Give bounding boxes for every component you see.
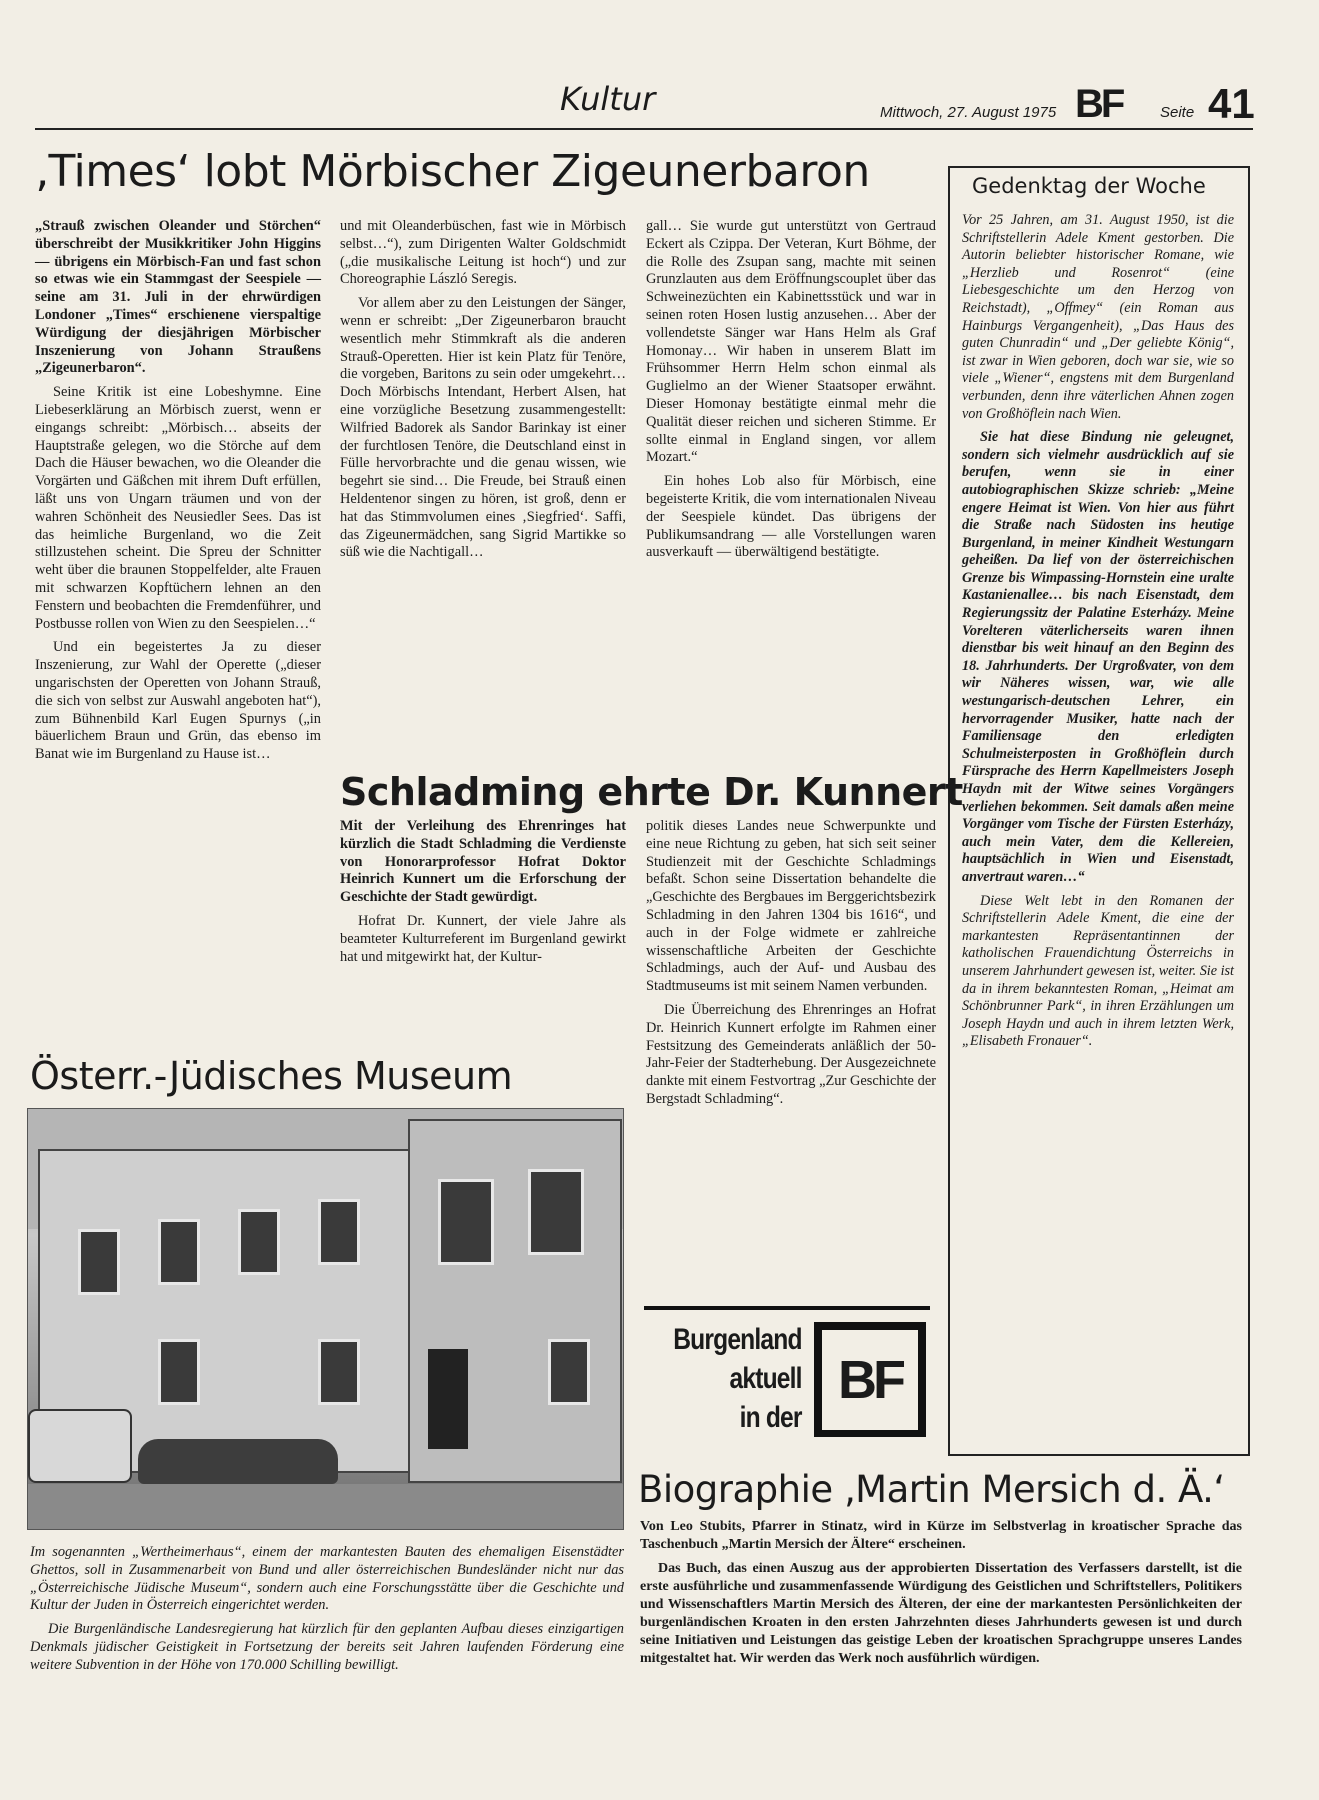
ad-logo-inner bbox=[822, 1330, 918, 1430]
memorial-day-title: Gedenktag der Woche bbox=[972, 174, 1206, 198]
doorway bbox=[428, 1349, 468, 1449]
paragraph: Im sogenannten „Wertheimerhaus“, einem der markantesten Bauten des ehemaligen Eisenstädter Ghettos, soll in Zusammenarbeit von Bund und aller österreichischen Bundesländer nicht nur das „Österreichische Jüdische Museum“, sondern auch eine Forschungsstätte über die Geschichte und Kultur der Juden in Österreich eingerichtet werden. bbox=[30, 1544, 624, 1614]
page-number: 41 bbox=[1208, 80, 1255, 127]
burgenland-aktuell-ad bbox=[644, 1318, 934, 1448]
article-times-column-3 bbox=[646, 218, 936, 562]
header-rule bbox=[35, 128, 1253, 130]
paragraph: Diese Welt lebt in den Romanen der Schriftstellerin Adele Kment, die eine der markantesten Repräsentantinnen der katholischen Frauendichtung Österreichs in unserem Jahrhundert gewesen ist, weiter. Sie ist da in ihrem bekanntesten Roman, „Heimat am Schönbrunner Park“, in ihren Erzählungen um Joseph Haydn und auch in ihrem letzten Werk, „Elisabeth Fronauer“. bbox=[962, 892, 1234, 1050]
ad-top-rule bbox=[644, 1306, 930, 1310]
ad-line: in der bbox=[739, 1401, 802, 1434]
window bbox=[238, 1209, 280, 1275]
article-schladming-lead: Mit der Verleihung des Ehrenringes hat kürzlich die Stadt Schladming die Verdienste von Honorarprofessor Hofrat Doktor Heinrich Kunnert um die Erforschung der Geschichte der Stadt gewürdigt. bbox=[340, 818, 626, 906]
article-biography-body bbox=[640, 1518, 1242, 1668]
parked-van bbox=[28, 1409, 132, 1483]
window bbox=[158, 1219, 200, 1285]
window bbox=[438, 1179, 494, 1265]
article-museum-headline: Österr.-Jüdisches Museum bbox=[30, 1054, 513, 1098]
paragraph: gall… Sie wurde gut unterstützt von Gertraud Eckert als Czippa. Der Veteran, Kurt Böhme, der die Rolle des Zsupan sang, machte mit seinen Grunzlauten aus dem Eröffnungscouplet über das Schweinezüchten ein Kabinettsstück und war in seinen roten Hosen lustig anzusehen… Aber der vollendetste Sänger war Hans Helm als Graf Homonay… Wir haben in unserem Blatt im Frühsommer Herrn Helm schon einmal als Guglielmo an der Wiener Staatsoper erwähnt. Dieser Homonay bestätigte einmal mehr die Qualität dieser reichen und sicheren Stimme. Er sollte einmal in England singen, vor allem Mozart.“ bbox=[646, 218, 936, 466]
window bbox=[78, 1229, 120, 1295]
paragraph: Die Überreichung des Ehrenringes an Hofrat Dr. Heinrich Kunnert erfolgte im Rahmen einer Festsitzung des Gemeinderats anläßlich der 50-Jahr-Feier der Stadterhebung. Der Ausgezeichnete dankte mit einem Festvortrag „Zur Geschichte der Bergstadt Schladming“. bbox=[646, 1001, 936, 1107]
paragraph: und mit Oleanderbüschen, fast wie in Mörbisch selbst…“), zum Dirigenten Walter Goldschmidt („die musikalische Leitung ist hoch“) und zur Choreographie László Seregis. bbox=[340, 218, 626, 288]
ad-line: aktuell bbox=[729, 1362, 802, 1395]
newspaper-logo: BF bbox=[1075, 82, 1123, 126]
window bbox=[548, 1339, 590, 1405]
paragraph: Die Burgenländische Landesregierung hat kürzlich für den geplanten Aufbau dieses einzigartigen Denkmals jüdischer Geistigkeit in Fortsetzung der bereits seit Jahren laufenden Förderung eine weitere Subvention in der Höhe von 170.000 Schilling bewilligt. bbox=[30, 1621, 624, 1673]
memorial-day-text bbox=[962, 212, 1234, 1051]
paragraph: Sie hat diese Bindung nie geleugnet, sondern sich vielmehr ausdrücklich auf sie berufen, wenn sie in einer autobiographischen Skizze schrieb: „Meine engere Heimat ist Wien. Von hier aus führt die Straße nach Südosten ins heutige Burgenland, in meiner Kindheit Westungarn geheißen. Da lief von der österreichischen Grenze bis Wimpassing-Hornstein eine uralte Kastanienallee… bis nach Eisenstadt, dem Regierungssitz der Palatine Esterházy. Meine Vorelteren väterlicherseits waren ihnen dienstbar bis weit hinauf an den Beginn des 18. Jahrhunderts. Der Urgroßvater, von dem wir Näheres wissen, war, wie alle westungarisch-deutschen Lehrer, ein hervorragender Musiker, hatte nach der Familiensage den erledigten Schulmeisterposten in Großhöflein durch Fürsprache des Herrn Kapellmeisters Joseph Haydn mit der Witwe seines Vorgängers verliehen bekommen. Seit damals aßen meine Vorgänger vom Tische der Fürsten Esterházy, auch mein Vater, dem die Kellereien, hauptsächlich in Wien und Eisenstadt, anvertraut waren…“ bbox=[962, 429, 1234, 885]
parked-car bbox=[138, 1439, 338, 1484]
ad-logo-box bbox=[814, 1322, 926, 1437]
article-times-lead: „Strauß zwischen Oleander und Störchen“ überschreibt der Musikkritiker John Higgins — übrigens ein Mörbisch-Fan und fast schon so etwas wie ein Stammgast der Seespiele — seine am 31. Juli in der ehrwürdigen Londoner „Times“ erschienene vierspaltige Würdigung der diesjährigen Mörbischer Inszenierung von Johann Straußens „Zigeunerbaron“. bbox=[35, 218, 321, 377]
paragraph: politik dieses Landes neue Schwerpunkte und eine neue Richtung zu geben, hat sich seit seiner Studienzeit mit der Geschichte Schladmings befaßt. Schon seine Dissertation behandelte die „Geschichte des Bergbaues im Berggerichtsbezirk Schladming in den Jahren 1304 bis 1616“, und auch in der Folge widmete er zahlreiche wissenschaftliche Arbeiten der Geschichte Schladmings, auch der Auf- und Ausbau des Stadtmuseums ist mit seinem Namen verbunden. bbox=[646, 818, 936, 995]
paragraph: Hofrat Dr. Kunnert, der viele Jahre als beamteter Kulturreferent im Burgenland gewirkt hat und mitgewirkt hat, der Kultur- bbox=[340, 912, 626, 965]
article-times-headline: ‚Times‘ lobt Mörbischer Zigeunerbaron bbox=[35, 146, 870, 197]
ad-slogan bbox=[674, 1320, 802, 1437]
memorial-day-box bbox=[948, 166, 1250, 1456]
window bbox=[528, 1169, 584, 1255]
article-schladming-column-1 bbox=[340, 818, 626, 966]
ad-logo: BF bbox=[838, 1349, 902, 1410]
paragraph: Seine Kritik ist eine Lobeshymne. Eine Liebeserklärung an Mörbisch zuerst, wenn er eingangs schreibt: „Mörbisch… abseits der Hauptstraße gelegen, wo die Störche auf dem Dach die Häuser bewachen, wo die Oleander die Vorgärten und Gäßchen mit ihrem Duft erfüllen, läßt uns von Ungarn träumen und von der wahren Schönheit des Neusiedler Sees. Das ist das heimliche Burgenland, wo die Zeit stillzustehen scheint. Die Spreu der Schnitter weht über die braunen Stoppelfelder, alte Frauen mit schwarzen Kopftüchern lehnen an den Fenstern und beobachten die Fremdenführer, und Postbusse rollen von Wien zu den Seespielen…“ bbox=[35, 384, 321, 632]
article-times-column-2 bbox=[340, 218, 626, 562]
window bbox=[318, 1199, 360, 1265]
window bbox=[158, 1339, 200, 1405]
section-title: Kultur bbox=[560, 80, 656, 118]
issue-date: Mittwoch, 27. August 1975 bbox=[880, 104, 1057, 121]
paragraph: Und ein begeistertes Ja zu dieser Inszenierung, zur Wahl der Operette („dieser ungarischsten der Operetten von Johann Strauß, die sich von selbst zur Auswahl angeboten hat“), zum Bühnenbild Karl Eugen Spurnys („in bäuerlichem Braun und Grün, das ebenso im Banat wie im Burgenland zu Hause ist… bbox=[35, 639, 321, 763]
paragraph: Vor allem aber zu den Leistungen der Sänger, wenn er schreibt: „Der Zigeunerbaron braucht wesentlich mehr Stimmkraft als die anderen Strauß-Operetten. Hier ist kein Platz für Tenöre, die vorgeben, Baritons zu sein oder umgekehrt… Doch Mörbischs Intendant, Herbert Alsen, hat eine vorzügliche Besetzung zusammengestellt: Wilfried Badorek als Sandor Barinkay ist einer der furchtlosen Tenöre, die Deutschland einst in Fülle hervorbrachte und die genau wissen, wie begehrt sie sind… Die Freude, bei Strauß einen Heldentenor singen zu hören, ist groß, denn er hat das Stimmvolumen eines ‚Siegfried‘. Saffi, das Zigeunermädchen, sang Sigrid Martikke so süß wie die Nachtigall… bbox=[340, 295, 626, 561]
museum-caption bbox=[30, 1544, 624, 1675]
article-biography-headline: Biographie ‚Martin Mersich d. Ä.‘ bbox=[638, 1468, 1225, 1511]
ad-line: Burgenland bbox=[673, 1323, 802, 1356]
street bbox=[28, 1484, 623, 1529]
wertheimerhaus-photo bbox=[27, 1108, 624, 1530]
article-times-column-1 bbox=[35, 218, 321, 764]
window bbox=[318, 1339, 360, 1405]
paragraph: Vor 25 Jahren, am 31. August 1950, ist die Schriftstellerin Adele Kment gestorben. Die Autorin beliebter historischer Romane, wie „Herzlieb und Rosenrot“ (eine Liebesgeschichte um den Herzog von Reichstadt), „Offmey“ (ein Roman aus Hainburgs Vergangenheit), „Das Haus des guten Chunradin“ und „Der geliebte König“, ist zwar in Wien geboren, doch war sie, wie so viele „Wiener“, engstens mit dem Burgenland verbunden, denn ihre väterlichen Ahnen zogen von Großhöflein nach Wien. bbox=[962, 212, 1234, 422]
paragraph: Von Leo Stubits, Pfarrer in Stinatz, wird in Kürze im Selbstverlag in kroatischer Sprache das Taschenbuch „Martin Mersich der Ältere“ erscheinen. bbox=[640, 1519, 1242, 1552]
paragraph: Das Buch, das einen Auszug aus der approbierten Dissertation des Verfassers darstellt, ist die erste ausführliche und zusammenfassende Würdigung des Geistlichen und Schriftstellers, Politikers und Wissenschaftlers Martin Mersich des Älteren, der eine der markantesten Persönlichkeiten der burgenländischen Kroaten in den ersten Jahrzehnten dieses Jahrhunderts gewesen ist und durch seine Initiativen und Leistungen das geistige Leben der kroatischen Sprachgruppe unseres Landes mitgestaltet hat. Wir werden das Werk noch ausführlich würdigen. bbox=[640, 1561, 1242, 1666]
paragraph: Ein hohes Lob also für Mörbisch, eine begeisterte Kritik, die vom internationalen Niveau der Seespiele kündet. Das übrigens der Publikumsandrang — alle Vorstellungen waren ausverkauft — überwältigend bestätigte. bbox=[646, 473, 936, 561]
article-schladming-column-2 bbox=[646, 818, 936, 1109]
article-schladming-headline: Schladming ehrte Dr. Kunnert bbox=[340, 770, 963, 814]
page-label: Seite bbox=[1160, 104, 1195, 121]
